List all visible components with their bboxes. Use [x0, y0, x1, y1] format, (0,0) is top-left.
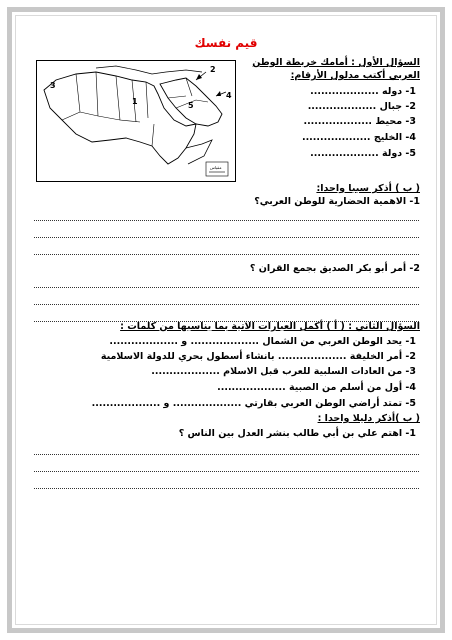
map-number-1: 1 [132, 97, 138, 106]
q2-part-b-question-1: 1- اهتم علي بن أبي طالب بنشر العدل بين الناس ؟ [178, 428, 416, 439]
q2-item-5: 5- تمتد أراضي الوطن العربي بقارتي ................... و ................... [91, 398, 416, 409]
answer-line[interactable] [34, 444, 419, 455]
map-legend: مقياس [210, 165, 222, 170]
q1-part-b-question-2: 2- أمر أبو بكر الصديق بجمع القران ؟ [249, 263, 420, 274]
q2-heading: السؤال الثاني : ( أ ) أكمل العبارات الاتية بما يناسبها من كلمات : [120, 321, 420, 332]
answer-line[interactable] [34, 461, 419, 472]
q1-item-1: 1- دوله ................... [310, 86, 416, 97]
answer-line[interactable] [34, 227, 419, 238]
q2-item-2: 2- أمر الخليفة ................... بانشاء أسطول بحري للدولة الاسلامية [100, 351, 416, 362]
q1-heading-line2: العربي أكتب مدلول الأرقام: [290, 70, 420, 81]
q2-item-1: 1- يحد الوطن العربي من الشمال ................... و ................... [109, 336, 416, 347]
q2-item-4: 4- أول من أسلم من الصبية ................... [217, 382, 416, 393]
answer-line[interactable] [34, 294, 419, 305]
q2-part-b-heading: ( ب )أذكر دليلا واحدا : [317, 413, 420, 424]
q2-item-3: 3- من العادات السلبية للعرب قبل الاسلام ................... [151, 366, 416, 377]
q1-item-2: 2- جبال ................... [307, 101, 416, 112]
q1-item-5: 5- دولة ................... [310, 148, 416, 159]
map-number-5: 5 [188, 101, 194, 110]
map-number-2: 2 [210, 65, 216, 74]
answer-line[interactable] [34, 277, 419, 288]
answer-line[interactable] [34, 478, 419, 489]
q1-part-b-heading: ( ب ) أذكر سببا واحدا: [316, 183, 420, 194]
arab-world-map [36, 60, 236, 182]
q1-heading-line1: السؤال الأول : أمامك خريطة الوطن [252, 57, 420, 68]
answer-line[interactable] [34, 244, 419, 255]
q1-item-3: 3- محيط ................... [303, 116, 416, 127]
map-number-4: 4 [226, 91, 232, 100]
page-title: قيم نفسك [194, 36, 258, 50]
q1-item-4: 4- الخليج ................... [301, 132, 416, 143]
answer-line[interactable] [34, 210, 419, 221]
q1-part-b-question-1: 1- الاهمية الحضارية للوطن العربي؟ [254, 196, 420, 207]
map-number-3: 3 [50, 81, 56, 90]
